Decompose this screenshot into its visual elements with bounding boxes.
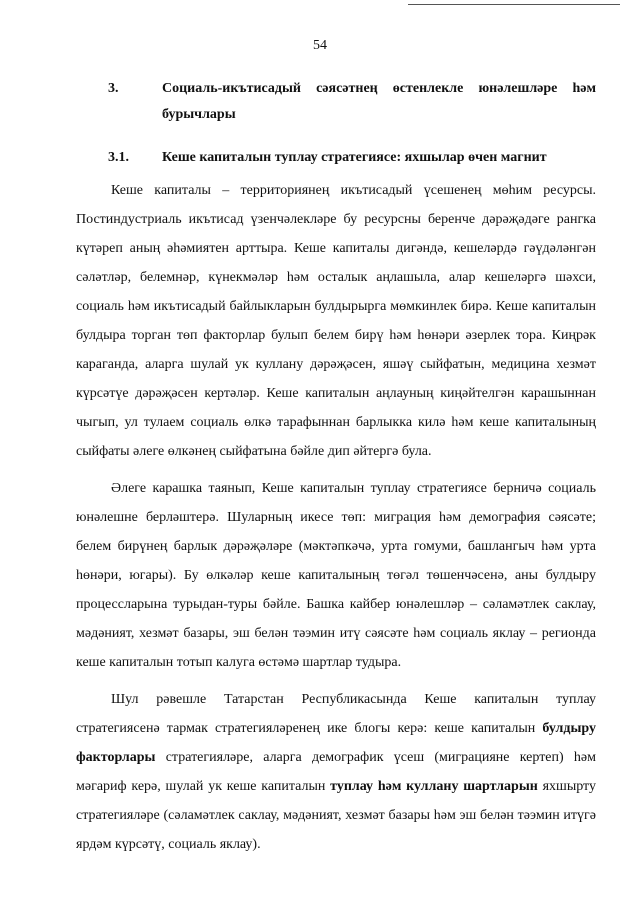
paragraph-3-part-3: яхшырту стратегияләре (сәламәтлек саклау, мәдәният, хезмәт базары һәм эш белән тәэмин итүгә ярдәм күрсәтү, социаль яклау). (76, 779, 596, 852)
section-title: Социаль-икътисадый сәясәтнең өстенлекле юнәлешләре һәм бурычлары (162, 81, 596, 122)
body-text (76, 176, 596, 859)
header-rule (408, 4, 620, 5)
paragraph-2: Әлеге карашка таянып, Кеше капиталын туплау стратегиясе берничә социаль юнәлешне берләштерә. Шуларның икесе төп: миграция һәм демография сәясәте; белем бирүнең барлык дәрәҗәләре (мәктәпкәчә, урта гомуми, башлангыч һәм урта һөнәри, югары). Бу өлкәләр кеше капиталының төгәл төшенчәсенә, аны булдыру процессларына турыдан-туры бәйле. Башка кайбер юнәлешләр – сәламәтлек саклау, мәдәният, хезмәт базары, эш белән тәэмин итү сәясәте һәм социаль яклау – регионда кеше капиталын тотып калуга өстәмә шартлар тудыра. (76, 481, 596, 670)
paragraph-3-bold-1: булдыру факторлары (76, 721, 596, 765)
subsection-number: 3.1. (108, 150, 129, 165)
paragraph-3-part-2: стратегияләре, аларга демографик үсеш (миграцияне кертеп) һәм мәгариф керә, шулай ук кеше капиталын (76, 750, 596, 794)
subsection-title: Кеше капиталын туплау стратегиясе: яхшылар өчен магнит (162, 150, 547, 165)
paragraph-3-bold-2: туплау һәм куллану шартларын (330, 779, 538, 794)
subsection-heading (108, 145, 596, 171)
section-heading (108, 76, 596, 128)
paragraph-1: Кеше капиталы – территориянең икътисадый үсешенең мөһим ресурсы. Постиндустриаль икътисад үзенчәлекләре бу ресурсны беренче дәрәҗәдәге рангка күтәреп аның әһәмиятен арттыра. Кеше капиталы дигәндә, кешеләрдә гәүдәләнгән сәләтләр, белемнәр, күнекмәләр һәм осталык аңлашыла, алар кешеләргә шәхси, социаль һәм икътисадый байлыкларын булдырырга мөмкинлек бирә. Кеше капиталын булдыра торган төп факторлар булып белем бирү һәм һөнәри әзерлек тора. Киңрәк караганда, аларга шулай ук куллану дәрәҗәсен, яшәү сыйфатын, медицина хезмәт күрсәтүе дәрәҗәсен кертәләр. Кеше капиталын аңлауның киңәйтелгән карашыннан чыгып, ул тулаем социаль өлкә тарафыннан барлыкка килә һәм кеше капиталының сыйфаты әлеге өлкәнең сыйфатына бәйле дип әйтергә була. (76, 183, 596, 459)
paragraph-3-part-1: Шул рәвешле Татарстан Республикасында Кеше капиталын туплау стратегиясенә тармак стратегияләренең ике блогы керә: кеше капиталын (76, 692, 596, 736)
paragraph-3 (76, 685, 596, 859)
section-number: 3. (108, 81, 119, 96)
page-number: 54 (313, 38, 327, 53)
